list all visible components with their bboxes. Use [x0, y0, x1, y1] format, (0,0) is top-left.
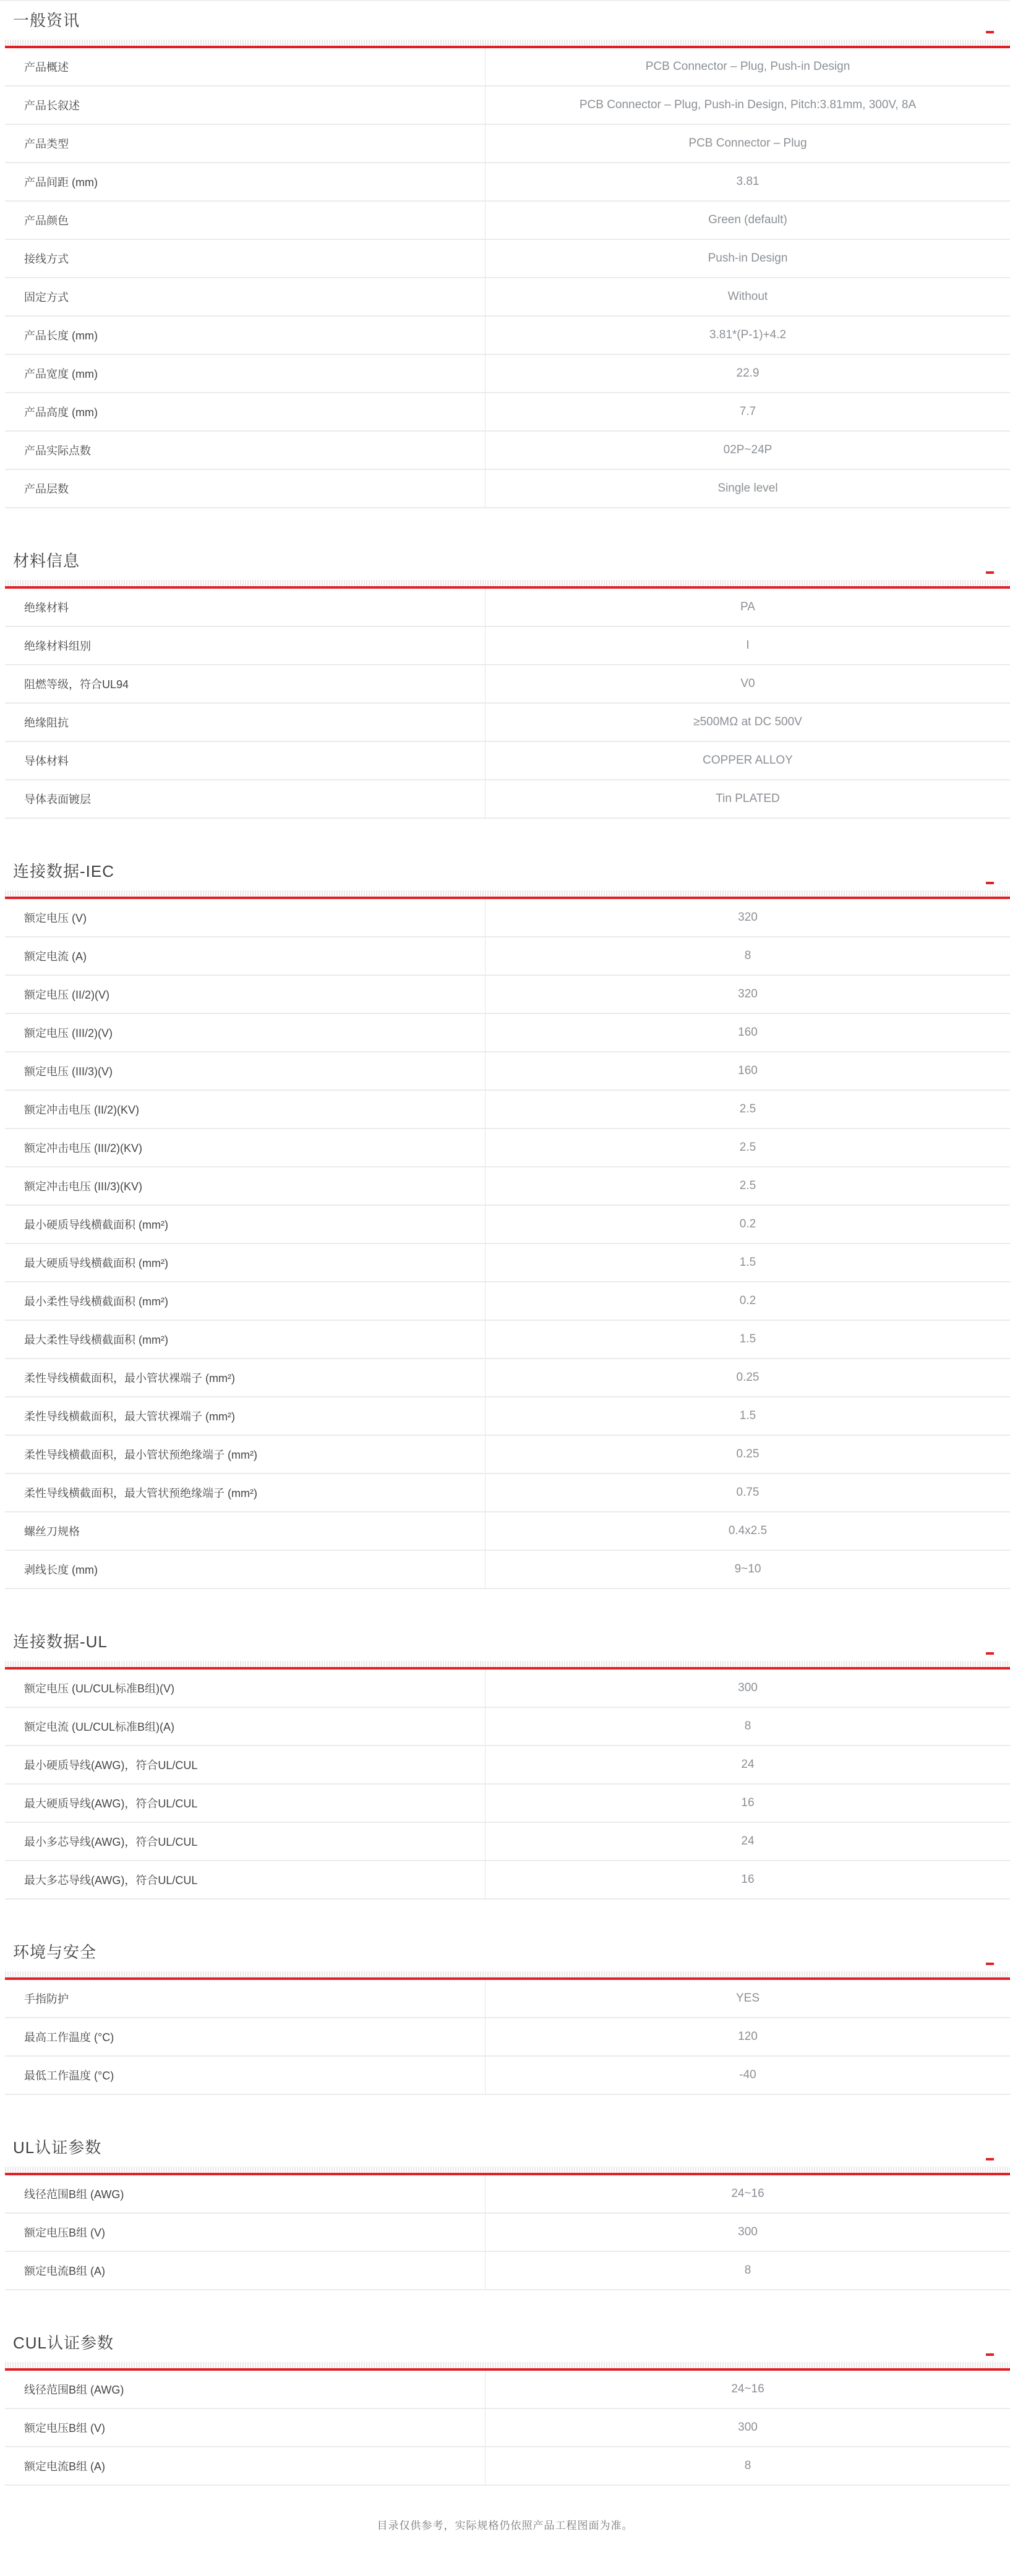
spec-value: 160 — [485, 1052, 1010, 1090]
collapse-minus-icon[interactable] — [986, 31, 994, 33]
spec-row — [5, 780, 1010, 819]
spec-value: 8 — [485, 1708, 1010, 1745]
spec-row — [5, 2175, 1010, 2214]
spec-label: 剥线长度 (mm) — [24, 1564, 98, 1576]
spec-row — [5, 202, 1010, 240]
collapse-minus-icon[interactable] — [986, 882, 994, 884]
spec-row — [5, 742, 1010, 780]
spec-value: 300 — [485, 2214, 1010, 2251]
spec-row — [5, 317, 1010, 355]
spec-value: 24 — [485, 1823, 1010, 1860]
spec-value: V0 — [485, 665, 1010, 702]
spec-section — [0, 2334, 1010, 2486]
spec-label: 绝缘材料 — [24, 602, 69, 614]
spec-label: 最大硬质导线(AWG)，符合UL/CUL — [24, 1798, 198, 1810]
spec-label: 最低工作温度 (°C) — [24, 2070, 114, 2082]
spec-label: 固定方式 — [24, 291, 69, 304]
spec-label: 额定电压 (II/2)(V) — [24, 989, 109, 1001]
spec-label: 产品宽度 (mm) — [24, 368, 98, 380]
spec-value: 9~10 — [485, 1551, 1010, 1588]
hatch-band — [5, 890, 1010, 897]
spec-value: 8 — [485, 937, 1010, 975]
spec-label: 额定电压 (UL/CUL标准B组)(V) — [24, 1683, 175, 1695]
spec-row — [5, 240, 1010, 278]
spec-value: PCB Connector – Plug, Push-in Design, Pitch:3.81mm, 300V, 8A — [485, 87, 1010, 124]
section-rule — [5, 2362, 1010, 2371]
spec-value: COPPER ALLOY — [485, 742, 1010, 779]
spec-row — [5, 1436, 1010, 1474]
spec-label: 产品高度 (mm) — [24, 406, 98, 419]
spec-row — [5, 393, 1010, 432]
spec-row — [5, 937, 1010, 976]
section-rule — [5, 1661, 1010, 1670]
spec-row — [5, 48, 1010, 87]
spec-row — [5, 1167, 1010, 1206]
sections — [0, 11, 1010, 2486]
spec-label: 额定电流B组 (A) — [24, 2460, 106, 2473]
spec-value: Green (default) — [485, 202, 1010, 239]
spec-section — [0, 862, 1010, 1589]
spec-label: 最小多芯导线(AWG)，符合UL/CUL — [24, 1836, 198, 1848]
section-header — [5, 1943, 1010, 1970]
spec-value: 0.2 — [485, 1206, 1010, 1243]
spec-label: 产品层数 — [24, 483, 69, 495]
section-rule — [5, 40, 1010, 48]
spec-value: 0.25 — [485, 1359, 1010, 1396]
section-rows — [5, 48, 1010, 508]
spec-value: 3.81*(P-1)+4.2 — [485, 317, 1010, 354]
spec-label: 额定冲击电压 (II/2)(KV) — [24, 1104, 140, 1116]
section-rule — [5, 2167, 1010, 2175]
spec-value: 0.25 — [485, 1436, 1010, 1473]
spec-label: 产品颜色 — [24, 215, 69, 227]
spec-row — [5, 1359, 1010, 1397]
spec-value: PCB Connector – Plug, Push-in Design — [485, 48, 1010, 85]
spec-value: 2.5 — [485, 1129, 1010, 1166]
spec-value: 2.5 — [485, 1091, 1010, 1128]
spec-value: 320 — [485, 899, 1010, 936]
spec-row — [5, 1091, 1010, 1129]
spec-row — [5, 1206, 1010, 1244]
section-title: 材料信息 — [13, 552, 80, 570]
spec-row — [5, 1244, 1010, 1282]
hatch-band — [5, 40, 1010, 46]
spec-section — [0, 2138, 1010, 2290]
spec-value: Without — [485, 278, 1010, 315]
hatch-band — [5, 1971, 1010, 1977]
collapse-minus-icon[interactable] — [986, 571, 994, 574]
spec-row — [5, 1512, 1010, 1551]
spec-row — [5, 1746, 1010, 1785]
spec-row — [5, 1474, 1010, 1512]
spec-label: 线径范围B组 (AWG) — [24, 2188, 124, 2201]
hatch-band — [5, 1661, 1010, 1667]
spec-row — [5, 1052, 1010, 1091]
section-title: 连接数据-IEC — [13, 862, 115, 881]
spec-label: 额定电压 (V) — [24, 912, 87, 924]
spec-label: 柔性导线横截面积，最小管状预绝缘端子 (mm²) — [24, 1449, 257, 1461]
spec-label: 线径范围B组 (AWG) — [24, 2384, 124, 2396]
spec-section — [0, 552, 1010, 819]
spec-row — [5, 125, 1010, 163]
hatch-band — [5, 2167, 1010, 2173]
spec-row — [5, 470, 1010, 508]
collapse-minus-icon[interactable] — [986, 1963, 994, 1965]
spec-row — [5, 899, 1010, 937]
spec-row — [5, 2409, 1010, 2447]
spec-row — [5, 1861, 1010, 1900]
spec-section — [0, 1943, 1010, 2095]
section-header — [5, 1632, 1010, 1660]
section-rows — [5, 899, 1010, 1589]
section-header — [5, 2334, 1010, 2361]
spec-value: PCB Connector – Plug — [485, 125, 1010, 162]
spec-row — [5, 627, 1010, 665]
collapse-minus-icon[interactable] — [986, 1652, 994, 1655]
spec-label: 柔性导线横截面积，最小管状裸端子 (mm²) — [24, 1372, 235, 1384]
spec-label: 产品间距 (mm) — [24, 176, 98, 189]
section-rule — [5, 1971, 1010, 1980]
spec-label: 额定冲击电压 (III/3)(KV) — [24, 1180, 143, 1193]
section-rows — [5, 1980, 1010, 2095]
spec-label: 最大硬质导线横截面积 (mm²) — [24, 1257, 168, 1269]
section-header — [5, 862, 1010, 889]
spec-label: 额定电流 (A) — [24, 950, 87, 963]
spec-label: 额定电压B组 (V) — [24, 2227, 106, 2239]
spec-value: 24~16 — [485, 2175, 1010, 2212]
hatch-band — [5, 580, 1010, 586]
spec-label: 产品实际点数 — [24, 445, 91, 457]
section-rows — [5, 589, 1010, 819]
section-rule — [5, 890, 1010, 899]
spec-value: YES — [485, 1980, 1010, 2017]
spec-label: 阻燃等级，符合UL94 — [24, 678, 129, 691]
section-rule — [5, 580, 1010, 589]
hatch-band — [5, 2362, 1010, 2368]
spec-row — [5, 1823, 1010, 1861]
spec-value: I — [485, 627, 1010, 664]
spec-label: 产品概述 — [24, 61, 69, 74]
spec-row — [5, 1708, 1010, 1746]
section-rows — [5, 2175, 1010, 2290]
spec-row — [5, 2447, 1010, 2486]
spec-row — [5, 1980, 1010, 2018]
spec-row — [5, 2057, 1010, 2095]
spec-row — [5, 1551, 1010, 1589]
spec-row — [5, 2252, 1010, 2290]
spec-label: 额定冲击电压 (III/2)(KV) — [24, 1142, 143, 1154]
spec-label: 最大多芯导线(AWG)，符合UL/CUL — [24, 1874, 198, 1887]
spec-row — [5, 432, 1010, 470]
spec-value: 16 — [485, 1785, 1010, 1822]
spec-value: 22.9 — [485, 355, 1010, 392]
spec-row — [5, 589, 1010, 627]
spec-row — [5, 1785, 1010, 1823]
spec-label: 绝缘阻抗 — [24, 717, 69, 729]
spec-value: 24 — [485, 1746, 1010, 1783]
spec-section — [0, 1632, 1010, 1900]
spec-row — [5, 1014, 1010, 1052]
spec-section — [0, 11, 1010, 508]
spec-value: 3.81 — [485, 163, 1010, 200]
section-header — [5, 11, 1010, 38]
spec-value: 300 — [485, 2409, 1010, 2446]
spec-label: 柔性导线横截面积，最大管状预绝缘端子 (mm²) — [24, 1487, 257, 1499]
spec-label: 最大柔性导线横截面积 (mm²) — [24, 1334, 168, 1346]
spec-row — [5, 1670, 1010, 1708]
spec-label: 最高工作温度 (°C) — [24, 2031, 114, 2044]
spec-value: -40 — [485, 2057, 1010, 2094]
spec-row — [5, 704, 1010, 742]
spec-value: 120 — [485, 2018, 1010, 2055]
collapse-minus-icon[interactable] — [986, 2353, 994, 2356]
spec-label: 产品长度 (mm) — [24, 330, 98, 342]
spec-row — [5, 355, 1010, 393]
spec-label: 产品类型 — [24, 138, 69, 150]
spec-row — [5, 976, 1010, 1014]
section-title: UL认证参数 — [13, 2138, 102, 2157]
spec-label: 额定电压B组 (V) — [24, 2422, 106, 2434]
spec-row — [5, 2018, 1010, 2057]
section-title: 连接数据-UL — [13, 1632, 108, 1651]
section-title: CUL认证参数 — [13, 2334, 114, 2352]
spec-value: 160 — [485, 1014, 1010, 1051]
spec-value: PA — [485, 589, 1010, 626]
spec-label: 额定电流 (UL/CUL标准B组)(A) — [24, 1721, 175, 1733]
spec-value: 16 — [485, 1861, 1010, 1898]
spec-row — [5, 1282, 1010, 1321]
spec-label: 柔性导线横截面积，最大管状裸端子 (mm²) — [24, 1410, 235, 1423]
spec-row — [5, 1129, 1010, 1167]
spec-value: 02P~24P — [485, 432, 1010, 469]
section-rows — [5, 2371, 1010, 2486]
spec-row — [5, 665, 1010, 704]
section-rows — [5, 1670, 1010, 1900]
spec-label: 手指防护 — [24, 1993, 69, 2005]
spec-value: 7.7 — [485, 393, 1010, 430]
spec-label: 导体材料 — [24, 755, 69, 767]
spec-value: 0.75 — [485, 1474, 1010, 1511]
spec-label: 最小硬质导线(AWG)，符合UL/CUL — [24, 1759, 198, 1772]
spec-row — [5, 2214, 1010, 2252]
spec-label: 额定电流B组 (A) — [24, 2265, 106, 2277]
spec-label: 额定电压 (III/2)(V) — [24, 1027, 113, 1039]
spec-row — [5, 278, 1010, 317]
spec-value: 1.5 — [485, 1244, 1010, 1281]
spec-label: 接线方式 — [24, 253, 69, 265]
spec-value: 8 — [485, 2447, 1010, 2484]
spec-value: 0.2 — [485, 1282, 1010, 1320]
spec-value: 2.5 — [485, 1167, 1010, 1205]
spec-label: 绝缘材料组别 — [24, 640, 91, 652]
spec-value: 0.4x2.5 — [485, 1512, 1010, 1550]
spec-value: 300 — [485, 1670, 1010, 1707]
spec-value: ≥500MΩ at DC 500V — [485, 704, 1010, 741]
spec-value: 8 — [485, 2252, 1010, 2289]
section-header — [5, 2138, 1010, 2165]
spec-value: Single level — [485, 470, 1010, 507]
spec-label: 最小柔性导线横截面积 (mm²) — [24, 1295, 168, 1308]
spec-row — [5, 163, 1010, 202]
section-title: 一般资讯 — [13, 11, 80, 30]
spec-label: 导体表面镀层 — [24, 793, 91, 806]
footer-disclaimer: 目录仅供参考，实际规格仍依照产品工程图面为准。 — [377, 2520, 633, 2531]
section-header — [5, 552, 1010, 579]
spec-value: Tin PLATED — [485, 780, 1010, 817]
spec-value: Push-in Design — [485, 240, 1010, 277]
spec-label: 螺丝刀规格 — [24, 1525, 80, 1538]
section-title: 环境与安全 — [13, 1943, 97, 1961]
spec-row — [5, 1397, 1010, 1436]
spec-label: 产品长叙述 — [24, 100, 80, 112]
spec-row — [5, 87, 1010, 125]
spec-row — [5, 2371, 1010, 2409]
spec-row — [5, 1321, 1010, 1359]
spec-value: 24~16 — [485, 2371, 1010, 2408]
spec-label: 最小硬质导线横截面积 (mm²) — [24, 1219, 168, 1231]
spec-value: 1.5 — [485, 1397, 1010, 1435]
spec-value: 320 — [485, 976, 1010, 1013]
spec-value: 1.5 — [485, 1321, 1010, 1358]
spec-label: 额定电压 (III/3)(V) — [24, 1065, 113, 1078]
collapse-minus-icon[interactable] — [986, 2158, 994, 2160]
